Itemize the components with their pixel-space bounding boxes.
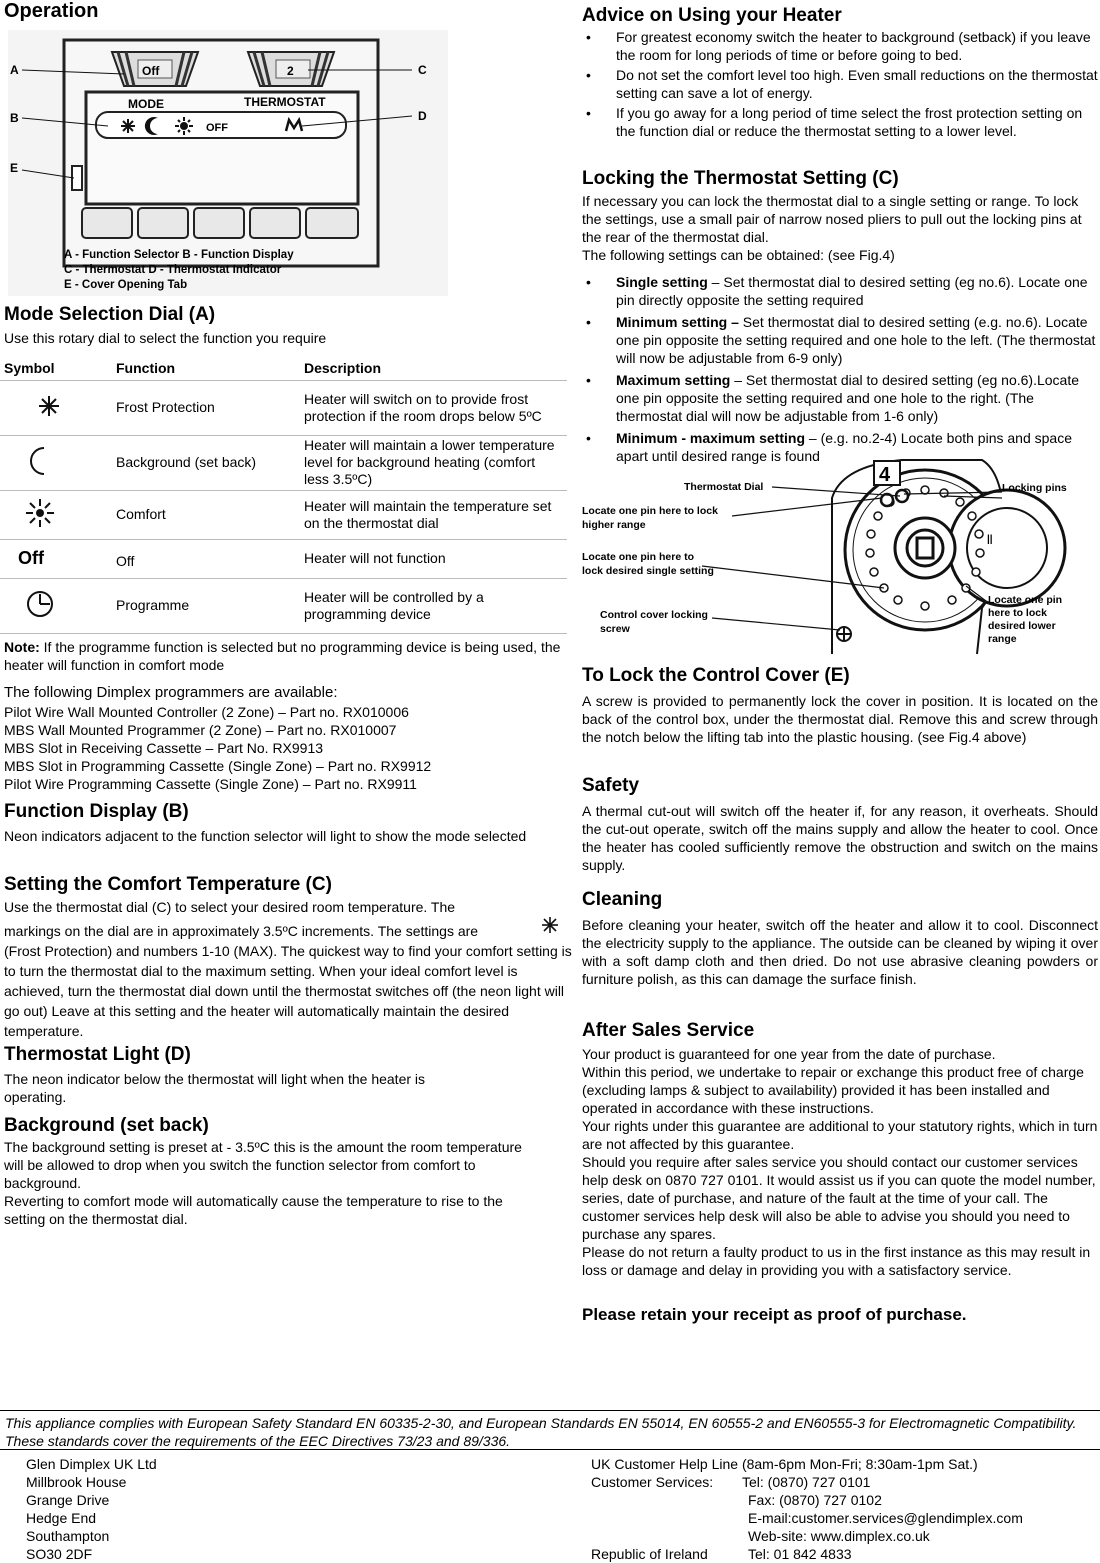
description-cell: Heater will not function — [300, 539, 567, 578]
svg-text:||: || — [987, 534, 993, 545]
header-symbol: Symbol — [0, 358, 112, 380]
table-row — [0, 380, 567, 435]
list-item: Pilot Wire Wall Mounted Controller (2 Zone) – Part no. RX010006 — [4, 704, 409, 720]
table-row — [0, 578, 567, 633]
dial-number: 4 — [879, 464, 891, 486]
header-function: Function — [112, 358, 300, 380]
control-panel-figure — [8, 30, 448, 296]
fax: Fax: (0870) 727 0102 — [748, 1492, 882, 1508]
frost-icon — [4, 391, 108, 421]
function-display-title: Function Display (B) — [4, 801, 189, 822]
figure-legend-3: E - Cover Opening Tab — [64, 279, 188, 291]
control-cover-title: To Lock the Control Cover (E) — [582, 665, 850, 686]
table-row — [0, 539, 567, 578]
email-link[interactable]: E-mail:customer.services@glendimplex.com — [748, 1510, 1023, 1526]
note-label: Note: — [4, 639, 40, 655]
address-line: Grange Drive — [26, 1492, 110, 1508]
thermostat-dial — [248, 52, 334, 86]
note-paragraph — [4, 638, 564, 674]
address-line: SO30 2DF — [26, 1546, 93, 1562]
note-text: If the programme function is selected but no programming device is being used, the heater will function in comfort mode — [4, 639, 561, 673]
retain-receipt: Please retain your receipt as proof of purchase. — [582, 1305, 967, 1324]
after-sales-paragraph: Your rights under this guarantee are additional to your statutory rights, which in turn are not affected by this guarantee. — [582, 1118, 1098, 1152]
figure-legend-1: A - Function Selector B - Function Display — [64, 249, 294, 261]
address-line: Southampton — [26, 1528, 110, 1544]
mode-table — [0, 358, 567, 634]
list-item: • If you go away for a long period of time select the frost protection setting on the function dial or reduce the thermostat setting to a lower level. — [582, 104, 1098, 140]
moon-icon — [4, 444, 108, 478]
function-selector-dial — [112, 52, 198, 86]
table-header-row — [0, 358, 567, 380]
locking-text-2: The following settings can be obtained: (see Fig.4) — [582, 247, 895, 263]
list-item: MBS Slot in Receiving Cassette – Part No. RX9913 — [4, 740, 324, 756]
advice-title: Advice on Using your Heater — [582, 5, 842, 26]
header-description: Description — [300, 358, 567, 380]
description-cell: Heater will switch on to provide frost protection if the room drops below 5ºC — [300, 380, 567, 435]
function-display-text: Neon indicators adjacent to the function selector will light to show the mode selected — [4, 828, 527, 844]
ireland-label: Republic of Ireland — [591, 1546, 708, 1562]
background-title: Background (set back) — [4, 1115, 209, 1136]
address-line: Hedge End — [26, 1510, 97, 1526]
clock-icon — [4, 587, 108, 621]
mode-dial-title: Mode Selection Dial (A) — [4, 304, 216, 325]
function-cell: Off — [112, 539, 300, 578]
locking-figure — [582, 458, 1098, 654]
function-cell: Background (set back) — [112, 435, 300, 490]
locking-title: Locking the Thermostat Setting (C) — [582, 168, 899, 189]
dial-off-label: Off — [142, 64, 160, 78]
off-indicator: OFF — [206, 122, 228, 134]
callout-b: B — [10, 111, 19, 125]
website-link[interactable]: Web-site: www.dimplex.co.uk — [748, 1528, 930, 1544]
list-item: MBS Slot in Programming Cassette (Single Zone) – Part no. RX9912 — [4, 758, 432, 774]
callout-a: A — [10, 63, 19, 77]
mode-label: MODE — [128, 97, 164, 111]
after-sales-paragraph: Within this period, we undertake to repair or exchange this product free of charge (excluding lamps & subject to availability) provided it has been installed and operated in accordance with these instructions. — [582, 1064, 1084, 1116]
programmers-list — [4, 703, 431, 793]
cleaning-text: Before cleaning your heater, switch off the heater and allow it to cool. Disconnect the electricity supply to the appliance. The outside can be cleaned by wiping it over with a soft damp cloth and then dried. Do not use abrasive cleaning powders or furniture polish, as this can damage the surface finish. — [582, 917, 1098, 987]
customer-services-label: Customer Services: — [591, 1474, 714, 1490]
label-higher-range: Locate one pin here to lock higher range — [582, 505, 718, 531]
after-sales-paragraph: Your product is guaranteed for one year from the date of purchase. — [582, 1046, 996, 1062]
operation-title: Operation — [4, 0, 99, 22]
sun-icon — [4, 496, 108, 530]
label-single-setting: Locate one pin here to lock desired single setting — [582, 551, 714, 577]
off-symbol: Off — [0, 539, 112, 578]
panel-buttons — [82, 208, 358, 238]
safety-text: A thermal cut-out will switch off the heater if, for any reason, it overheats. Should the cut-out operate, switch off the mains supply and allow the heater to cool. Once the heater has cooled sufficiently remove the obstruction and switch on the mains supply. — [582, 803, 1098, 873]
callout-d: D — [418, 109, 427, 123]
control-cover-text: A screw is provided to permanently lock the cover in position. It is located on the back of the control box, under the thermostat dial. Remove this and screw through the notch below the lifting tab into the plastic housing. (see Fig.4 above) — [582, 693, 1098, 745]
cleaning-title: Cleaning — [582, 889, 663, 910]
comfort-text: (Frost Protection) and numbers 1-10 (MAX). The quickest way to find your comfort setting is to turn the thermostat dial to the maximum setting. When your ideal comfort level is achieved, turn the thermostat dial down until the thermostat switches off (the neon light will go out) Leave at this setting and the heater will automatically maintain the desired temperature. — [4, 943, 572, 1039]
figure-legend-2: C - Thermostat D - Thermostat Indicator — [64, 264, 282, 276]
compliance-note: This appliance complies with European Safety Standard EN 60335-2-30, and European Standards EN 55014, EN 60555-2 and EN60555-3 for Electromagnetic Compatibility. These standards cover the requirements of the EEC Directives 73/23 and 89/336. — [0, 1410, 1100, 1450]
list-item: • Maximum setting – Set thermostat dial to desired setting (eg no.6).Locate one pin opposite the setting required and one hole to the right. (The thermostat dial will now be adjustable from 1-6 only) — [582, 371, 1098, 425]
thermostat-light-text: The neon indicator below the thermostat will light when the heater is operating. — [4, 1071, 426, 1105]
mode-dial-intro: Use this rotary dial to select the function you require — [4, 330, 327, 346]
function-cell: Frost Protection — [112, 380, 300, 435]
address-line: Glen Dimplex UK Ltd — [26, 1456, 157, 1472]
label-locking-pins: Locking pins — [1002, 482, 1067, 494]
list-item: • Minimum setting – Set thermostat dial to desired setting (e.g. no.6). Locate one pin opposite the setting required and one hole to the left. (The thermostat will now be adjustable from 6-9 only) — [582, 313, 1098, 367]
after-sales-paragraph: Should you require after sales service you should contact our customer services help desk on 0870 727 0101. It would assist us if you can quote the model number, series, date of purchase, and nature of the fault at the time of your call. The customer services help desk will also be able to advise you should you need to purchase any spares. — [582, 1154, 1096, 1242]
after-sales-body — [582, 1045, 1098, 1279]
comfort-title: Setting the Comfort Temperature (C) — [4, 874, 332, 895]
safety-title: Safety — [582, 775, 640, 796]
after-sales-title: After Sales Service — [582, 1020, 755, 1041]
comfort-line-1: Use the thermostat dial (C) to select your desired room temperature. The — [4, 899, 456, 915]
label-lower-range: Locate one pin here to lock desired lower range — [988, 594, 1063, 645]
list-item: • For greatest economy switch the heater to background (setback) if you leave the room for long periods of time or before going to bed. — [582, 28, 1098, 64]
callout-e: E — [10, 161, 19, 175]
thermostat-label: THERMOSTAT — [244, 95, 326, 109]
advice-list — [582, 28, 1098, 140]
description-cell: Heater will be controlled by a programming device — [300, 578, 567, 633]
list-item: • Do not set the comfort level too high. Even small reductions on the thermostat setting can save a lot of energy. — [582, 66, 1098, 102]
locking-text: If necessary you can lock the thermostat dial to a single setting or range. To lock the settings, use a small pair of narrow nosed pliers to pull out the locking pins at the rear of the thermostat dial. — [582, 193, 1082, 245]
function-cell: Programme — [112, 578, 300, 633]
list-item: • Single setting – Set thermostat dial to desired setting (eg no.6). Locate one pin directly opposite the setting required — [582, 273, 1098, 309]
frost-icon — [121, 119, 135, 133]
tel: Tel: (0870) 727 0101 — [742, 1474, 871, 1490]
description-cell: Heater will maintain a lower temperature level for background heating (comfort less 3.5ºC) — [300, 435, 567, 490]
table-row — [0, 435, 567, 490]
comfort-line-2: markings on the dial are in approximately 3.5ºC increments. The settings are — [4, 923, 479, 939]
list-item: Pilot Wire Programming Cassette (Single Zone) – Part no. RX9911 — [4, 776, 417, 792]
description-cell: Heater will maintain the temperature set on the thermostat dial — [300, 490, 567, 539]
company-address — [26, 1455, 157, 1563]
contact-block — [591, 1455, 1091, 1563]
dial-thermo-label: 2 — [287, 64, 294, 78]
background-text: The background setting is preset at - 3.5ºC this is the amount the room temperature will be allowed to drop when you switch the function selector from comfort to background. — [4, 1139, 522, 1191]
table-row — [0, 490, 567, 539]
frost-icon — [538, 914, 562, 936]
programmers-intro: The following Dimplex programmers are available: — [4, 684, 338, 701]
after-sales-paragraph: Please do not return a faulty product to us in the first instance as this may result in loss or damage and delay in providing you with a satisfactory service. — [582, 1244, 1091, 1278]
list-item: MBS Wall Mounted Programmer (2 Zone) – Part no. RX010007 — [4, 722, 397, 738]
locking-list — [582, 273, 1098, 465]
ireland-tel: Tel: 01 842 4833 — [748, 1546, 852, 1562]
callout-c: C — [418, 63, 427, 77]
helpline: UK Customer Help Line (8am-6pm Mon-Fri; 8:30am-1pm Sat.) — [591, 1456, 978, 1472]
background-text-2: Reverting to comfort mode will automatically cause the temperature to rise to the setting on the thermostat dial. — [4, 1193, 503, 1227]
function-cell: Comfort — [112, 490, 300, 539]
label-cover-screw: Control cover locking screw — [600, 609, 708, 635]
thermostat-light-title: Thermostat Light (D) — [4, 1044, 191, 1065]
label-thermostat-dial: Thermostat Dial — [684, 481, 764, 493]
list-item: • Minimum - maximum setting – (e.g. no.2-4) Locate both pins and space apart until desired range is found — [582, 429, 1098, 465]
address-line: Millbrook House — [26, 1474, 127, 1490]
